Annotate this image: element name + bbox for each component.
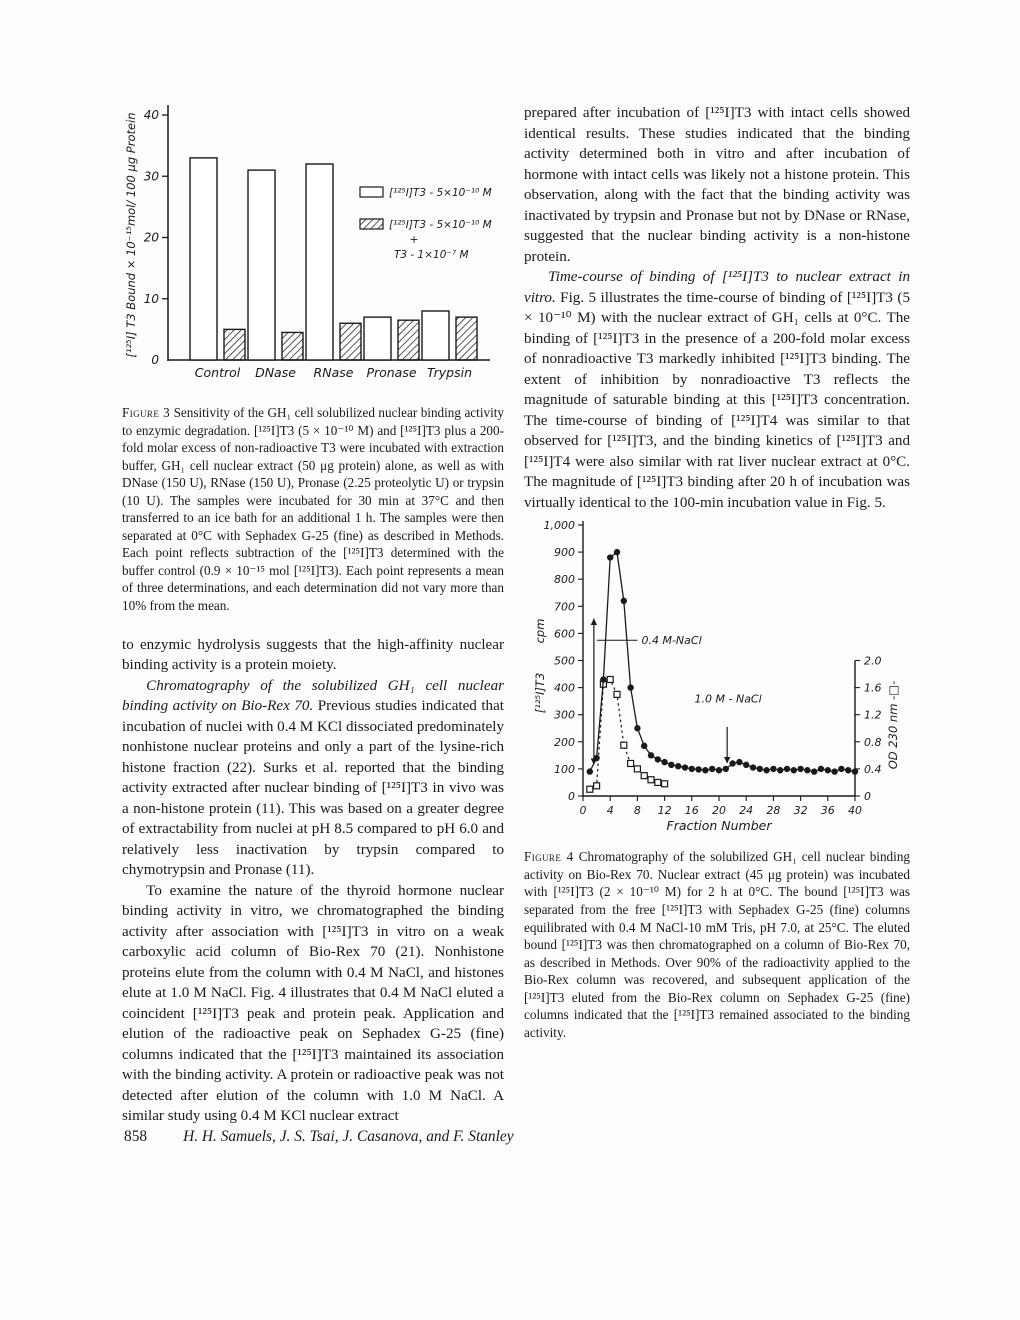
svg-text:RNase: RNase: [313, 365, 354, 380]
svg-text:0.8: 0.8: [864, 736, 882, 750]
svg-text:0.4 M-NaCl: 0.4 M-NaCl: [641, 634, 702, 648]
right-paragraph-2-italic-lead: Time-course of binding of [¹²⁵I]T3 to nuclear extract in vitro.: [524, 269, 910, 306]
right-paragraph-1: prepared after incubation of [¹²⁵I]T3 with intact cells showed identical results. These studies indicated that the binding activity determined both in vitro and after incubation of hormone with intact cells was likely not a histone protein. This observation, along with the fact that the binding activity was inactivated by trypsin and Pronase but not by DNase or RNase, suggested that the nuclear binding activity is a non-histone protein.: [524, 105, 910, 265]
figure-4: [524, 513, 910, 1041]
svg-text:600: 600: [554, 627, 575, 641]
svg-text:1,000: 1,000: [543, 519, 575, 533]
svg-text:900: 900: [554, 546, 575, 560]
left-paragraph-3: To examine the nature of the thyroid hormone nuclear binding activity in vitro, we chromatographed the binding activity after association with [¹²⁵I]T3 in vitro on a weak carboxylic acid column of Bio-Rex 70 (21). Nonhistone proteins elute from the column with 0.4 M NaCl, and histones elute at 1.0 M NaCl. Fig. 4 illustrates that 0.4 M NaCl eluted a coincident [¹²⁵I]T3 peak and protein peak. Application and elution of the radioactive peak on Sephadex G-25 (fine) columns indicated that the [¹²⁵I]T3 maintained its association with the binding activity. A protein or radioactive peak was not detected after elution of the column with 1.0 M NaCl. A similar study using 0.4 M KCl nuclear extract: [122, 882, 504, 1125]
svg-text:10: 10: [143, 291, 159, 306]
svg-text:28: 28: [766, 804, 781, 818]
svg-text:2.0: 2.0: [864, 654, 882, 668]
svg-text:[¹²⁵I] T3 Bound × 10⁻¹⁵mol/ 10: [¹²⁵I] T3 Bound × 10⁻¹⁵mol/ 100 μg Protein: [124, 112, 138, 358]
svg-text:200: 200: [554, 736, 575, 750]
svg-text:0: 0: [864, 790, 871, 804]
svg-text:[¹²⁵I]T3 - 5×10⁻¹⁰ M: [¹²⁵I]T3 - 5×10⁻¹⁰ M: [389, 219, 492, 231]
figure-3-caption: [122, 404, 504, 615]
left-column: [122, 95, 504, 1127]
figure-4-caption-text: Chromatography of the solubilized GH₁ cell nuclear binding activity on Bio-Rex 70. Nuclear extract (45 μg protein) was incubated with [¹²⁵I]T3 (2 × 10⁻¹⁰ M) for 2 h at 0°C. The bound [¹²⁵I]T3 was separated from the free [¹²⁵I]T3 with Sephadex G-25 (fine) columns equilibrated with 0.4 M NaCl-10 mM Tris, pH 7.0, at 25°C. The eluted bound [¹²⁵I]T3 was then chromatographed on a column of Bio-Rex 70, as described in Methods. Over 90% of the radioactivity applied to the Bio-Rex column was recovered, and subsequent application of the [¹²⁵I]T3 eluted from the Bio-Rex column on Sephadex G-25 (fine) columns indicated that the [¹²⁵I]T3 remained associated to the binding activity.: [524, 849, 911, 1040]
svg-text:24: 24: [739, 804, 754, 818]
figure-3-bar-chart: [122, 95, 504, 387]
figure-4-caption-label: Figure 4: [524, 849, 574, 865]
svg-text:300: 300: [554, 709, 575, 723]
right-column: [524, 103, 910, 1041]
svg-text:100: 100: [554, 763, 575, 777]
svg-text:800: 800: [554, 573, 575, 587]
svg-text:30: 30: [143, 169, 159, 184]
page-footer: [124, 1128, 514, 1146]
svg-text:40: 40: [143, 108, 159, 122]
svg-text:0: 0: [151, 353, 159, 367]
figure-3-caption-text: Sensitivity of the GH₁ cell solubilized nuclear binding activity to enzymic degradation. [¹²⁵I]T3 (5 × 10⁻¹⁰ M) and [¹²⁵I]T3 plus a 200-fold molar excess of non-radioactive T3 were incubated with extraction buffer, GH₁ cell nuclear extract (50 μg protein) alone, as well as with DNase (150 U), RNase (150 U), Pronase (2.25 proteolytic U) or trypsin (10 U). The samples were incubated for 30 min at 37°C and then transferred to an ice bath for an additional 1 h. The samples were then separated at 0°C with Sephadex G-25 (fine) as described in Methods. Each point reflects subtraction of the [¹²⁵I]T3 determined with the buffer control (0.9 × 10⁻¹⁵ mol [¹²⁵I]T3). Each point represents a mean of three determinations, and each determination did not vary more than 10% from the mean.: [122, 405, 505, 614]
figure-3: [122, 95, 504, 615]
left-paragraph-2-italic-lead: Chromatography of the solubilized GH₁ cell nuclear binding activity on Bio-Rex 70.: [122, 677, 504, 715]
svg-text:cpm: cpm: [533, 618, 547, 644]
figure-4-caption: [524, 848, 910, 1041]
svg-text:T3 - 1×10⁻⁷ M: T3 - 1×10⁻⁷ M: [394, 249, 469, 261]
svg-text:Pronase: Pronase: [366, 365, 417, 380]
svg-text:1.6: 1.6: [864, 681, 882, 695]
svg-text:700: 700: [554, 600, 575, 614]
svg-text:[¹²⁵I]T3: [¹²⁵I]T3: [533, 673, 547, 714]
figure-3-caption-label: Figure 3: [122, 405, 171, 420]
svg-text:[¹²⁵I]T3 - 5×10⁻¹⁰ M: [¹²⁵I]T3 - 5×10⁻¹⁰ M: [389, 187, 492, 199]
figure-4-line-chart: [524, 513, 910, 835]
running-authors: H. H. Samuels, J. S. Tsai, J. Casanova, and F. Stanley: [183, 1128, 514, 1145]
svg-text:32: 32: [793, 804, 808, 818]
svg-text:OD 230 nm -□-: OD 230 nm -□-: [886, 681, 900, 770]
svg-text:1.0 M - NaCl: 1.0 M - NaCl: [694, 692, 762, 706]
svg-text:0: 0: [579, 804, 587, 818]
svg-text:8: 8: [633, 804, 641, 818]
svg-text:20: 20: [143, 230, 159, 245]
svg-text:0.4: 0.4: [864, 763, 882, 777]
svg-text:Fraction Number: Fraction Number: [666, 818, 772, 834]
svg-text:20: 20: [712, 804, 726, 818]
svg-text:36: 36: [820, 804, 835, 818]
svg-text:12: 12: [657, 804, 672, 818]
svg-text:0: 0: [568, 790, 575, 804]
svg-text:40: 40: [848, 804, 862, 818]
left-paragraph-2: [122, 676, 504, 881]
svg-text:400: 400: [554, 681, 575, 695]
svg-text:Control: Control: [194, 365, 241, 380]
svg-text:DNase: DNase: [255, 365, 296, 380]
svg-text:+: +: [409, 234, 419, 246]
left-paragraph-1: to enzymic hydrolysis suggests that the high-affinity nuclear binding activity is a protein moiety.: [122, 636, 504, 674]
svg-text:Trypsin: Trypsin: [426, 365, 473, 380]
right-paragraph-2-text: Fig. 5 illustrates the time-course of binding of [¹²⁵I]T3 (5 × 10⁻¹⁰ M) with the nuclear extract of GH₁ cells at 0°C. The binding of [¹²⁵I]T3 in the presence of a 200-fold molar excess of nonradioactive T3 markedly inhibited [¹²⁵I]T3 binding. The extent of inhibition by nonradioactive T3 reflects the magnitude of saturable binding at this [¹²⁵I]T3 concentration. The time-course of binding of [¹²⁵I]T4 was similar to that observed for [¹²⁵I]T3, and the binding kinetics of [¹²⁵I]T3 and [¹²⁵I]T4 were also similar with rat liver nuclear extract at 0°C. The magnitude of [¹²⁵I]T3 binding after 20 h of incubation was virtually identical to the 100-min incubation value in Fig. 5.: [524, 289, 910, 511]
page-number: 858: [124, 1128, 148, 1145]
svg-text:1.2: 1.2: [864, 709, 882, 723]
left-paragraph-2-text: Previous studies indicated that incubation of nuclei with 0.4 M KCl dissociated predominately nonhistone nuclear proteins and only a part of the lysine-rich histone fraction (22). Surks et al. reported that the binding activity extracted after nuclear binding of [¹²⁵I]T3 in vivo was a non-histone protein (11). This was based on a greater degree of extractability from nuclei at pH 8.5 compared to pH 6.0 and relatively less inactivation by trypsin compared to chymotrypsin and Pronase (11).: [122, 698, 504, 879]
svg-text:4: 4: [606, 804, 614, 818]
svg-text:500: 500: [554, 654, 575, 668]
svg-text:16: 16: [684, 804, 699, 818]
right-paragraph-2: [524, 267, 910, 513]
